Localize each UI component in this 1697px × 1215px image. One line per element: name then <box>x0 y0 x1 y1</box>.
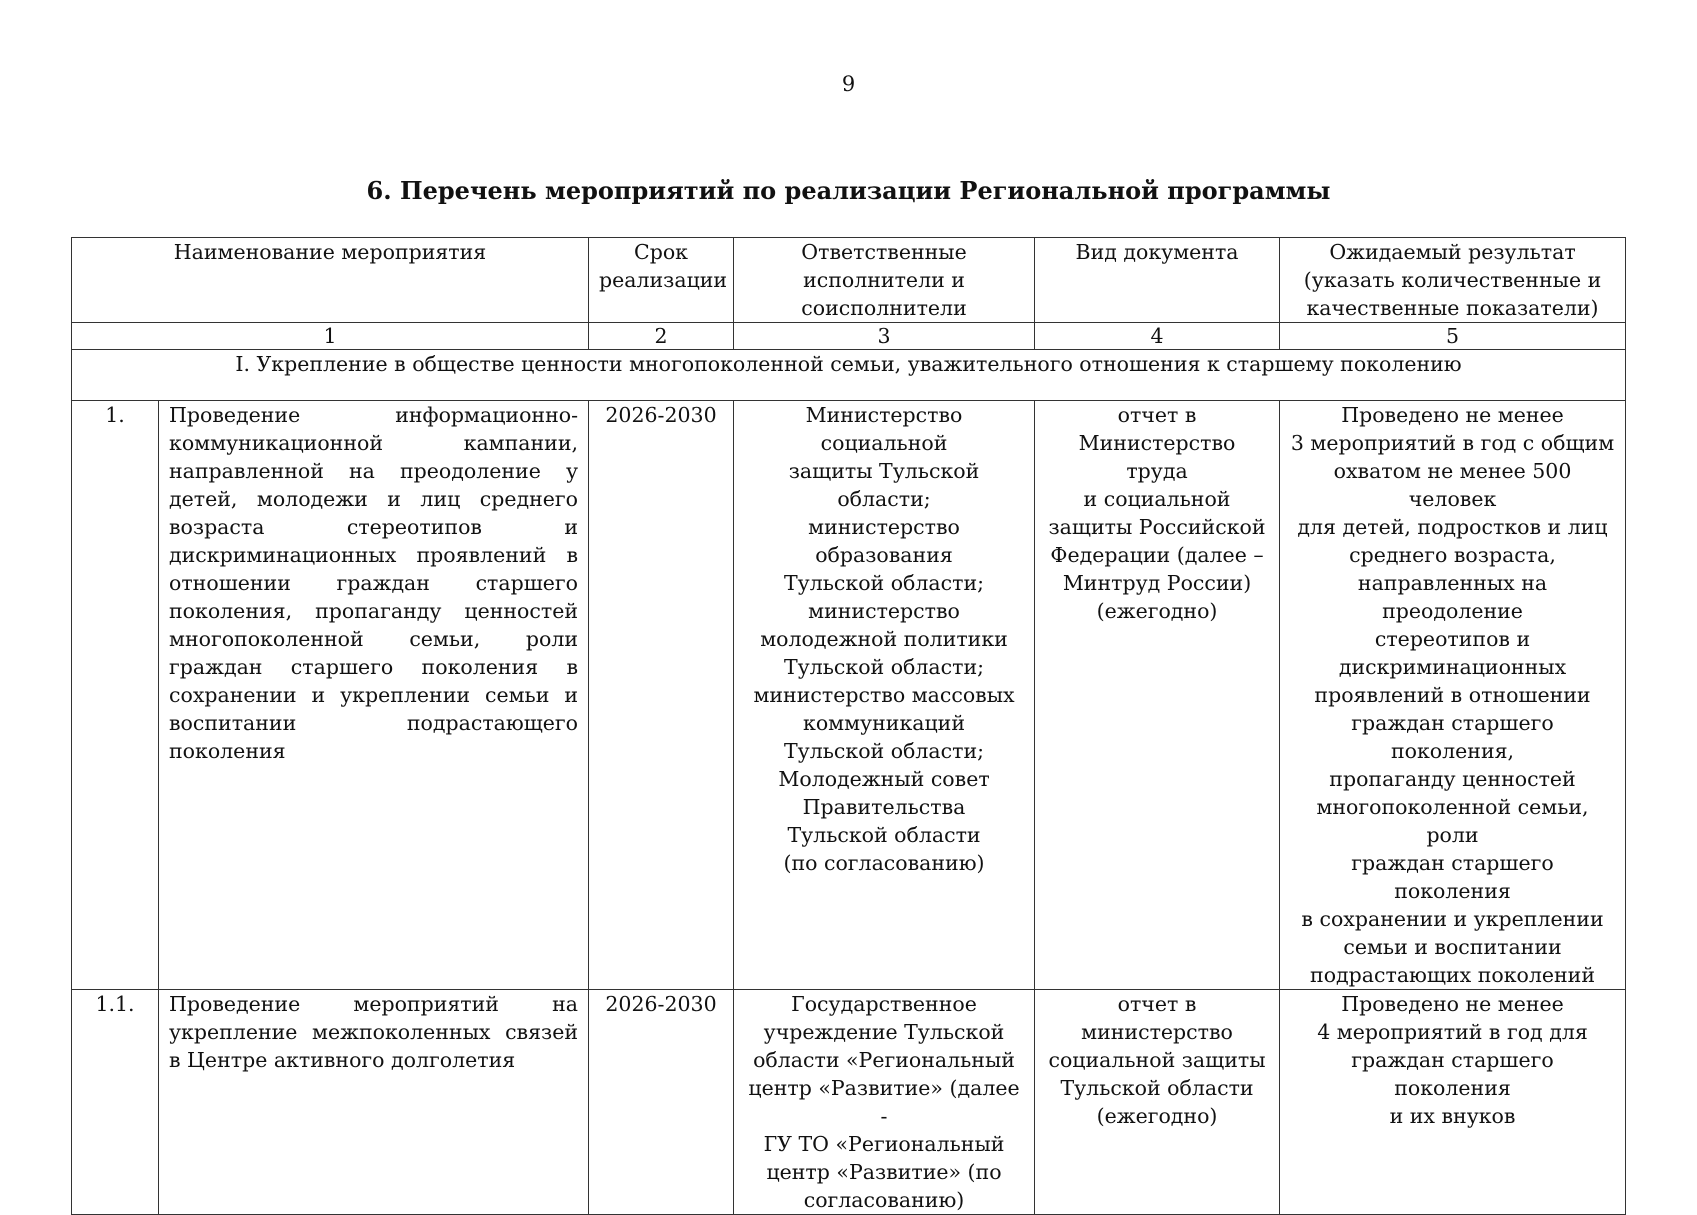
measure-document <box>1035 990 1280 1215</box>
executors-line: министерство <box>808 599 960 623</box>
measure-document <box>1035 401 1280 990</box>
document-line: Министерство труда <box>1078 431 1236 483</box>
section-heading-row <box>72 350 1626 401</box>
executors-line: Тульской области <box>787 823 981 847</box>
column-number: 5 <box>1280 323 1626 350</box>
measure-term: 2026-2030 <box>589 990 734 1215</box>
document-line: министерство <box>1081 1020 1233 1044</box>
measure-result <box>1280 401 1626 990</box>
executors-line: центр «Развитие» (по <box>766 1160 1002 1184</box>
executors-line: (по согласованию) <box>783 851 985 875</box>
document-line: (ежегодно) <box>1096 1104 1218 1128</box>
result-line: стереотипов и <box>1374 627 1531 651</box>
header-executors: Ответственные исполнители и соисполнители <box>734 238 1035 323</box>
header-term: Срок реализации <box>589 238 734 323</box>
executors-line: министерство образования <box>808 515 960 567</box>
column-number: 2 <box>589 323 734 350</box>
executors-line: учреждение Тульской <box>763 1020 1005 1044</box>
document-line: защиты Российской <box>1048 515 1266 539</box>
column-number: 3 <box>734 323 1035 350</box>
document-line: отчет в <box>1117 403 1197 427</box>
document-line: и социальной <box>1083 487 1231 511</box>
section-title: 6. Перечень мероприятий по реализации Региональной программы <box>366 176 1331 205</box>
result-line: 3 мероприятий в год с общим <box>1290 431 1615 455</box>
executors-line: Правительства <box>802 795 966 819</box>
table-row <box>72 401 1626 990</box>
result-line: граждан старшего поколения <box>1351 1048 1554 1100</box>
executors-line: Тульской области; <box>783 739 985 763</box>
result-line: проявлений в отношении <box>1314 683 1591 707</box>
header-result: Ожидаемый результат (указать количественные и качественные показатели) <box>1280 238 1626 323</box>
column-number-row <box>72 323 1626 350</box>
result-line: граждан старшего поколения, <box>1351 711 1554 763</box>
table-row <box>72 990 1626 1215</box>
executors-line: защиты Тульской области; <box>788 459 980 511</box>
page-number: 9 <box>841 72 856 96</box>
result-line: пропаганду ценностей <box>1329 767 1576 791</box>
result-line: в сохранении и укреплении <box>1301 907 1604 931</box>
executors-line: Тульской области; <box>783 571 985 595</box>
result-line: и их внуков <box>1389 1104 1516 1128</box>
result-line: среднего возраста, <box>1349 543 1556 567</box>
row-number: 1.1. <box>72 990 159 1215</box>
executors-line: Молодежный совет <box>778 767 990 791</box>
result-line: подрастающих поколений <box>1310 963 1595 987</box>
document-line: Федерации (далее – <box>1050 543 1264 567</box>
column-number: 1 <box>72 323 589 350</box>
measure-executors <box>734 401 1035 990</box>
result-line: дискриминационных <box>1338 655 1567 679</box>
document-line: Тульской области <box>1060 1076 1254 1100</box>
result-line: охватом не менее 500 человек <box>1333 459 1572 511</box>
row-number: 1. <box>72 401 159 990</box>
executors-line: молодежной политики <box>760 627 1008 651</box>
executors-line: согласованию) <box>803 1188 965 1212</box>
measure-name: Проведение информационно-коммуникационной кампании, направленной на преодоление у детей, молодежи и лиц среднего возраста стереотипов и дискриминационных проявлений в отношении граждан старшего поколения, пропаганду ценностей многопоколенной семьи, роли граждан старшего поколения в сохранении и укреплении семьи и воспитании подрастающего поколения <box>159 401 589 990</box>
result-line: семьи и воспитании <box>1343 935 1562 959</box>
document-line: (ежегодно) <box>1096 599 1218 623</box>
measures-table <box>71 237 1626 1215</box>
executors-line: Государственное <box>791 992 977 1016</box>
result-line: многопоколенной семьи, роли <box>1316 795 1589 847</box>
executors-line: коммуникаций <box>803 711 965 735</box>
executors-line: центр «Развитие» (далее - <box>748 1076 1020 1128</box>
executors-line: министерство массовых <box>753 683 1015 707</box>
header-document: Вид документа <box>1035 238 1280 323</box>
measure-term: 2026-2030 <box>589 401 734 990</box>
measure-result <box>1280 990 1626 1215</box>
result-line: граждан старшего поколения <box>1351 851 1554 903</box>
result-line: для детей, подростков и лиц <box>1297 515 1608 539</box>
executors-line: Тульской области; <box>783 655 985 679</box>
section-heading: I. Укрепление в обществе ценности многопоколенной семьи, уважительного отношения к старшему поколению <box>72 350 1626 401</box>
header-name: Наименование мероприятия <box>72 238 589 323</box>
measure-executors <box>734 990 1035 1215</box>
document-line: отчет в <box>1117 992 1197 1016</box>
executors-line: Министерство социальной <box>805 403 963 455</box>
result-line: 4 мероприятий в год для <box>1317 1020 1588 1044</box>
result-line: Проведено не менее <box>1341 992 1564 1016</box>
executors-line: ГУ ТО «Региональный <box>763 1132 1005 1156</box>
result-line: Проведено не менее <box>1341 403 1564 427</box>
executors-line: области «Региональный <box>753 1048 1015 1072</box>
document-line: социальной защиты <box>1048 1048 1266 1072</box>
table-header-row <box>72 238 1626 323</box>
result-line: направленных на преодоление <box>1357 571 1548 623</box>
column-number: 4 <box>1035 323 1280 350</box>
measure-name: Проведение мероприятий на укрепление межпоколенных связей в Центре активного долголетия <box>159 990 589 1215</box>
document-line: Минтруд России) <box>1062 571 1252 595</box>
